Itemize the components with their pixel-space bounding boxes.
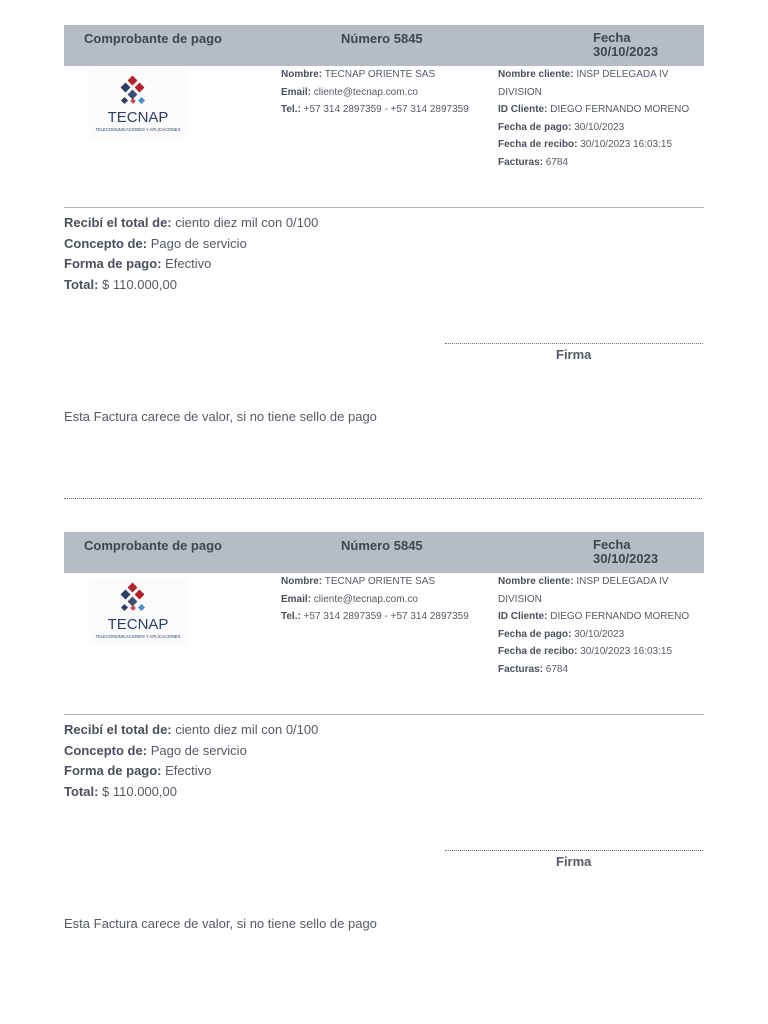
total-row: Total: $ 110.000,00 (64, 783, 177, 799)
signature-line (445, 343, 703, 344)
section-divider (64, 714, 704, 715)
concept-row: Concepto de: Pago de servicio (64, 235, 247, 251)
payment-details (64, 213, 318, 295)
company-tel-row: Tel.: +57 314 2897359 - +57 314 2897359 (281, 611, 469, 622)
tecnap-logo (89, 71, 187, 139)
signature-label: Firma (556, 854, 592, 869)
receipt-header-bar (64, 532, 704, 573)
company-info (281, 66, 491, 119)
payment-details (64, 720, 318, 802)
company-info (281, 573, 491, 626)
invoices-row: Facturas: 6784 (498, 663, 569, 675)
receipt-number: Número 5845 (341, 31, 423, 46)
company-email-row: Email: cliente@tecnap.com.co (281, 86, 418, 98)
total-text-row: Recibí el total de: ciento diez mil con 0/100 (64, 722, 319, 737)
receipt-date (593, 538, 658, 566)
receipt-number: Número 5845 (341, 538, 423, 553)
cut-line-separator (64, 498, 702, 499)
receipt-title: Comprobante de pago (84, 31, 222, 46)
section-divider (64, 207, 704, 208)
pay-date-row: Fecha de pago: 30/10/2023 (498, 121, 625, 133)
validity-note: Esta Factura carece de valor, si no tiene sello de pago (64, 916, 377, 931)
pay-date-row: Fecha de pago: 30/10/2023 (498, 628, 625, 640)
invoices-row: Facturas: 6784 (498, 156, 569, 168)
client-id-row: ID Cliente: DIEGO FERNANDO MORENO (498, 104, 690, 115)
logo-brand: TECNAP (107, 616, 169, 633)
signature-label: Firma (556, 347, 592, 362)
total-text-row: Recibí el total de: ciento diez mil con 0/100 (64, 215, 319, 230)
date-label: Fecha (593, 537, 631, 552)
date-label: Fecha (593, 30, 631, 45)
receipt-date-row: Fecha de recibo: 30/10/2023 16:03:15 (498, 646, 673, 657)
company-tel-row: Tel.: +57 314 2897359 - +57 314 2897359 (281, 104, 469, 115)
client-name-row: Nombre cliente: INSP DELEGADA IV DIVISION (498, 69, 669, 98)
tecnap-logo (89, 578, 187, 646)
logo-mosaic-icon (121, 76, 145, 104)
logo-tagline: TELECOMUNICACIONES Y APLICACIONES (95, 127, 181, 132)
validity-note: Esta Factura carece de valor, si no tiene sello de pago (64, 409, 377, 424)
receipt-date (593, 31, 658, 59)
receipt-copy-2 (0, 507, 768, 947)
company-name-row: Nombre: TECNAP ORIENTE SAS (281, 69, 436, 80)
client-id-row: ID Cliente: DIEGO FERNANDO MORENO (498, 611, 690, 622)
logo-tagline: TELECOMUNICACIONES Y APLICACIONES (95, 634, 181, 639)
total-row: Total: $ 110.000,00 (64, 276, 177, 292)
client-info (498, 66, 703, 171)
signature-line (445, 850, 703, 851)
receipt-header-bar (64, 25, 704, 66)
method-row: Forma de pago: Efectivo (64, 256, 212, 272)
logo-mosaic-icon (121, 583, 145, 611)
method-row: Forma de pago: Efectivo (64, 763, 212, 779)
receipt-copy-1 (0, 0, 768, 440)
concept-row: Concepto de: Pago de servicio (64, 742, 247, 758)
date-value: 30/10/2023 (593, 44, 659, 59)
receipt-date-row: Fecha de recibo: 30/10/2023 16:03:15 (498, 139, 673, 150)
company-email-row: Email: cliente@tecnap.com.co (281, 593, 418, 605)
client-name-row: Nombre cliente: INSP DELEGADA IV DIVISION (498, 576, 669, 605)
logo-brand: TECNAP (107, 109, 169, 126)
date-value: 30/10/2023 (593, 551, 659, 566)
client-info (498, 573, 703, 678)
company-name-row: Nombre: TECNAP ORIENTE SAS (281, 576, 436, 587)
receipt-title: Comprobante de pago (84, 538, 222, 553)
